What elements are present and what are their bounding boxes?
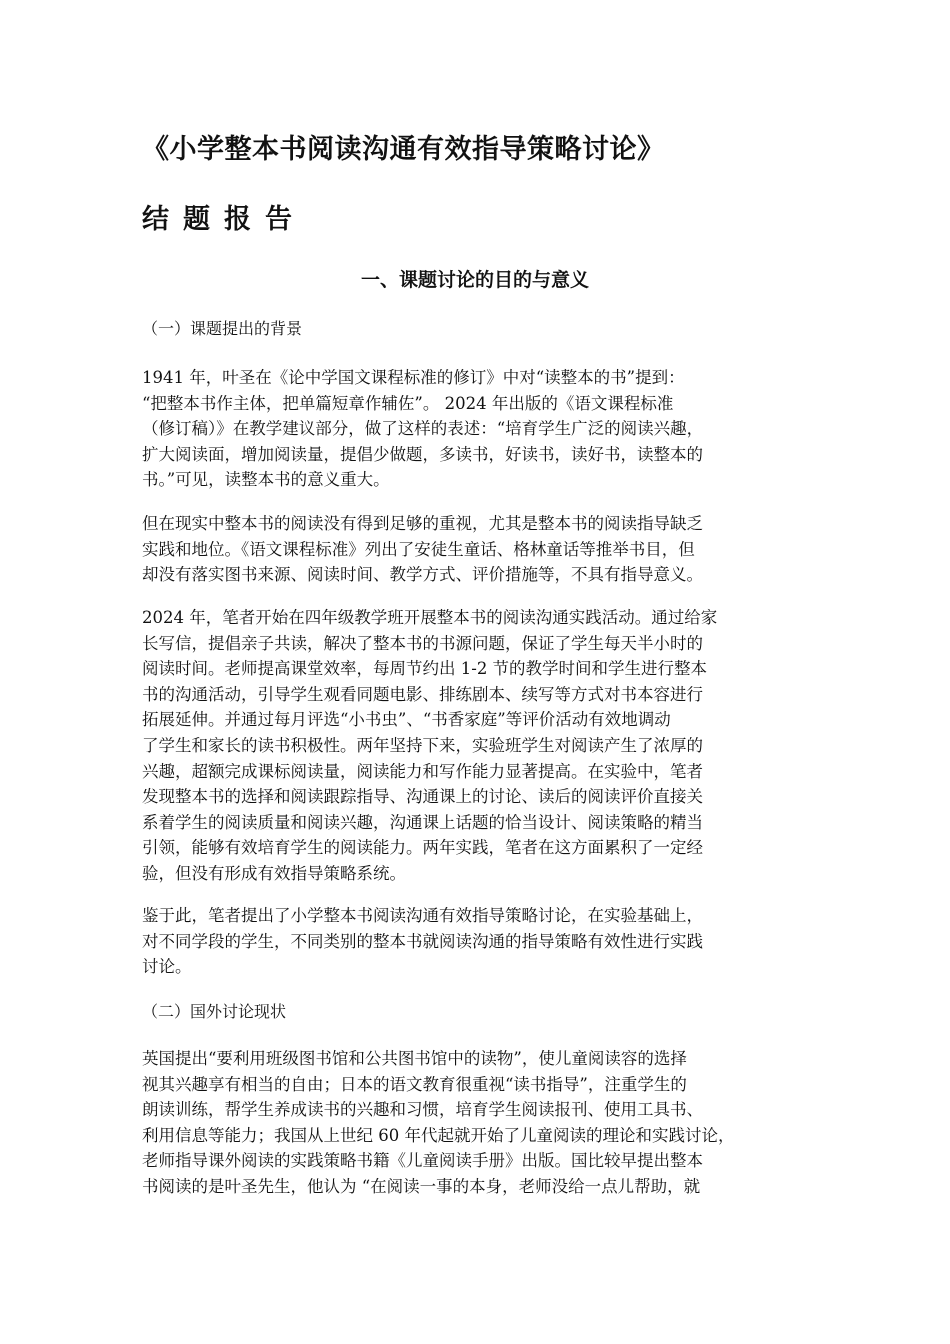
paragraph-line: “把整本书作主体，把单篇短章作辅佐”。 2024 年出版的《语文课程标准: [142, 393, 674, 413]
paragraph-line: 阅读时间。老师提高课堂效率，每周节约出 1-2 节的教学时间和学生进行整本: [142, 659, 708, 679]
section-heading-text: 一、课题讨论的目的与意义: [360, 269, 589, 291]
paragraph-line: 朗读训练，帮学生养成读书的兴趣和习惯，培育学生阅读报刊、使用工具书、: [142, 1100, 703, 1120]
paragraph-line: 长写信，提倡亲子共读，解决了整本书的书源问题，保证了学生每天半小时的: [142, 633, 703, 653]
paragraph-line: 系着学生的阅读质量和阅读兴趣，沟通课上话题的恰当设计、阅读策略的精当: [142, 812, 703, 832]
paragraph-line: 对不同学段的学生，不同类别的整本书就阅读沟通的指导策略有效性进行实践: [142, 931, 703, 951]
paragraph-research-status-1: [142, 1046, 810, 1200]
document-subtitle: 结题报告: [142, 204, 306, 235]
paragraph-line: 发现整本书的选择和阅读跟踪指导、沟通课上的讨论、读后的阅读评价直接关: [142, 787, 703, 807]
paragraph-background-3: [142, 605, 810, 887]
paragraph-line: 2024 年，笔者开始在四年级教学班开展整本书的阅读沟通实践活动。通过给家: [142, 608, 718, 627]
document-title: 《小学整本书阅读沟通有效指导策略讨论》: [142, 134, 665, 165]
paragraph-line: （修订稿）》在教学建议部分，做了这样的表述：“培育学生广泛的阅读兴趣，: [142, 419, 704, 439]
paragraph-line: 书的沟通活动，引导学生观看同题电影、排练剧本、续写等方式对书本容进行: [142, 684, 703, 704]
paragraph-line: 兴趣，超额完成课标阅读量，阅读能力和写作能力显著提高。在实验中，笔者: [142, 761, 703, 781]
paragraph-background-1: [142, 365, 810, 493]
paragraph-line: 引领，能够有效培育学生的阅读能力。两年实践，笔者在这方面累积了一定经: [142, 838, 703, 858]
section-heading: [0, 264, 950, 296]
paragraph-line: 书。”可见，读整本书的意义重大。: [142, 470, 390, 490]
paragraph-line: 讨论。: [142, 957, 192, 977]
paragraph-line: 英国提出“要利用班级图书馆和公共图书馆中的读物”，使儿童阅读容的选择: [142, 1049, 687, 1068]
paragraph-line: 拓展延伸。并通过每月评选“小书虫”、“书香家庭”等评价活动有效地调动: [142, 710, 671, 730]
paragraph-line: 验，但没有形成有效指导策略系统。: [142, 863, 406, 883]
subsection-heading-research-status: （二）国外讨论现状: [142, 1002, 287, 1021]
paragraph-line: 却没有落实图书来源、阅读时间、教学方式、评价措施等，不具有指导意义。: [142, 565, 703, 585]
paragraph-line: 1941 年，叶圣在《论中学国文课程标准的修订》中对“读整本的书”提到：: [142, 368, 685, 387]
subsection-heading-background: （一）课题提出的背景: [142, 319, 303, 338]
paragraph-line: 但在现实中整本书的阅读没有得到足够的重视，尤其是整本书的阅读指导缺乏: [142, 514, 703, 533]
paragraph-background-2: [142, 511, 810, 588]
paragraph-background-4: [142, 903, 810, 980]
paragraph-line: 实践和地位。《语文课程标准》列出了安徒生童话、格林童话等推举书目，但: [142, 539, 695, 559]
paragraph-line: 了学生和家长的读书积极性。两年坚持下来，实验班学生对阅读产生了浓厚的: [142, 735, 703, 755]
paragraph-line: 扩大阅读面，增加阅读量，提倡少做题，多读书，好读书，读好书，读整本的: [142, 444, 703, 464]
paragraph-line: 视其兴趣享有相当的自由；日本的语文教育很重视“读书指导”，注重学生的: [142, 1074, 687, 1094]
paragraph-line: 鉴于此，笔者提出了小学整本书阅读沟通有效指导策略讨论，在实验基础上，: [142, 906, 703, 925]
paragraph-line: 老师指导课外阅读的实践策略书籍《儿童阅读手册》出版。国比较早提出整本: [142, 1151, 703, 1171]
paragraph-line: 书阅读的是叶圣先生，他认为 “在阅读一事的本身，老师没给一点儿帮助，就: [142, 1176, 701, 1196]
paragraph-line: 利用信息等能力；我国从上世纪 60 年代起就开始了儿童阅读的理论和实践讨论，: [142, 1125, 735, 1145]
